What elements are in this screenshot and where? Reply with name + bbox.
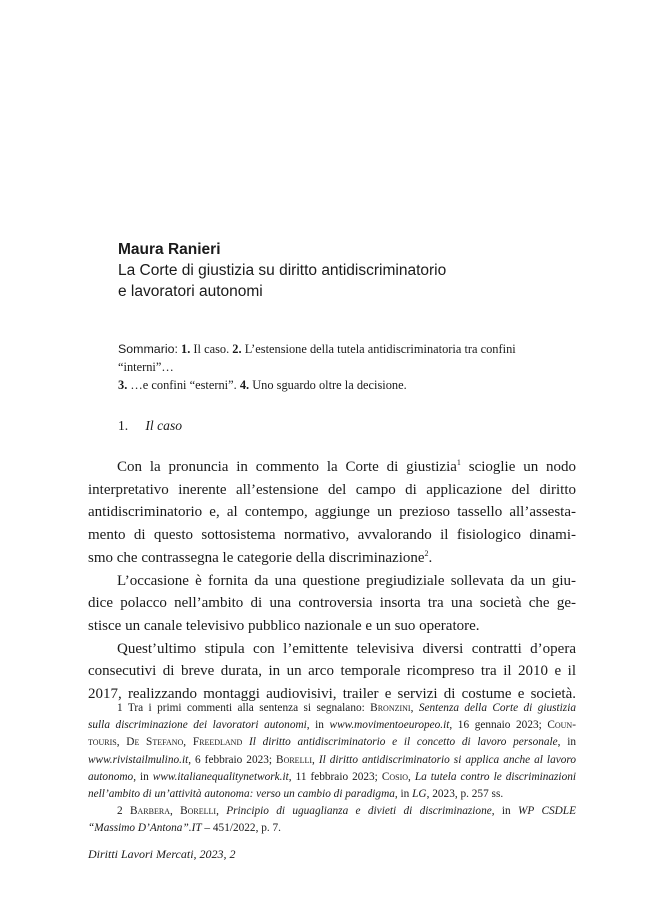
text-fragment: 1 Tra i primi commenti alla sentenza si segnalano: xyxy=(117,702,371,714)
cited-title: Sentenza della Corte di giustizia xyxy=(418,702,576,714)
text-fragment: , xyxy=(408,770,415,783)
footnote-line xyxy=(88,717,576,734)
cited-author: Cosio xyxy=(381,770,409,783)
summary-item-number: 2. xyxy=(232,342,242,356)
cited-journal: WP CSDLE xyxy=(518,805,576,818)
section-title: Il caso xyxy=(145,418,183,433)
text-fragment: scioglie un nodo xyxy=(460,459,577,475)
text-fragment: . xyxy=(428,549,433,566)
cited-title: autonomo xyxy=(88,770,134,783)
cited-title: Principio di uguaglianza e divieti di discriminazione xyxy=(226,805,492,818)
cited-title: nell’ambito di un’attività autonoma: verso un cambio di paradigma xyxy=(88,788,395,801)
text-fragment: Con la pronuncia in commento la Corte di giustizia xyxy=(117,459,457,475)
cited-author: Borelli xyxy=(276,753,313,766)
paragraph xyxy=(88,456,576,570)
footnote-line xyxy=(88,700,576,717)
summary-label: Sommario: xyxy=(118,342,178,356)
cited-website: www.rivistailmulino.it xyxy=(88,753,189,766)
footnote-line xyxy=(88,769,576,786)
table-of-contents-summary xyxy=(118,340,573,394)
article-title-line-2: e lavoratori autonomi xyxy=(118,283,263,300)
footnote-line xyxy=(88,786,576,803)
cited-journal: LG xyxy=(412,788,427,801)
text-fragment: , 2023, p. 257 ss. xyxy=(426,788,504,801)
text-line: consecutivi di breve durata, in un arco temporale ricompreso tra il 2010 e il xyxy=(88,663,576,680)
footnotes xyxy=(88,700,576,838)
text-fragment: 2 xyxy=(117,805,130,818)
text-fragment: , in xyxy=(491,805,519,818)
footnote-line xyxy=(88,803,576,820)
summary-item-text: …e confini “esterni”. xyxy=(127,378,240,392)
text-line: dice polacco nell’ambito di una controversia insorta tra una società che ge- xyxy=(88,595,576,612)
summary-item-number: 4. xyxy=(239,378,250,392)
text-line: mento di questo sottosistema normativo, avvalorando il fisiologico dinami- xyxy=(88,527,576,544)
text-fragment: , 16 gennaio 2023; xyxy=(449,719,548,732)
article-title-line-1: La Corte di giustizia su diritto antidiscriminatorio xyxy=(118,262,447,279)
article-header xyxy=(118,240,588,302)
cited-author: touris, De Stefano, Freedland xyxy=(88,736,243,749)
footnote-line xyxy=(88,820,576,837)
cited-title: sulla discriminazione dei lavoratori autonomi xyxy=(88,719,307,732)
text-fragment: , xyxy=(410,702,419,714)
text-fragment: – 451/2022, p. 7. xyxy=(201,822,282,835)
cited-journal: “Massimo D’Antona”.IT xyxy=(88,822,202,835)
text-line: antidiscriminatorio e, al contempo, aggiunge un prezioso tassello all’assesta- xyxy=(88,504,576,521)
footnote-ref: 1 xyxy=(456,458,461,467)
journal-footer: Diritti Lavori Mercati, 2023, 2 xyxy=(88,847,236,861)
section-heading xyxy=(118,418,182,434)
text-fragment: , in xyxy=(394,788,413,801)
body-text xyxy=(88,456,576,706)
text-fragment: , 6 febbraio 2023; xyxy=(188,753,277,766)
author-name: Maura Ranieri xyxy=(118,241,221,258)
text-line: 2017, realizzando montaggi audiovisivi, trailer e servizi di costume e società. xyxy=(88,686,576,703)
text-fragment: , 11 febbraio 2023; xyxy=(288,770,382,783)
cited-title: Il diritto antidiscriminatorio e il concetto di lavoro personale xyxy=(242,736,558,749)
cited-website: www.movimentoeuropeo.it xyxy=(329,719,450,732)
summary-item-text: L’estensione della tutela antidiscriminatoria tra confini “interni”… xyxy=(118,342,516,374)
footnote-ref: 2 xyxy=(424,548,429,558)
text-line: L’occasione è fornita da una questione pregiudiziale sollevata da un giu- xyxy=(117,572,576,589)
text-line: stisce un canale televisivo pubblico nazionale e un suo operatore. xyxy=(88,617,480,634)
text-line: Quest’ultimo stipula con l’emittente televisiva diversi contratti d’opera xyxy=(117,640,576,657)
cited-author: Barbera, Borelli xyxy=(129,805,217,818)
section-number: 1. xyxy=(118,418,129,433)
text-fragment: , xyxy=(312,753,319,766)
page-footer xyxy=(88,847,236,862)
footnote-line xyxy=(88,752,576,769)
text-line xyxy=(88,547,576,570)
summary-item-text: Il caso. xyxy=(190,342,233,356)
cited-title: La tutela contro le discriminazioni xyxy=(414,770,577,783)
text-fragment: , in xyxy=(557,736,576,749)
paragraph xyxy=(88,638,576,706)
paragraph xyxy=(88,570,576,638)
summary-item-number: 1. xyxy=(181,342,191,356)
summary-item-text: Uno sguardo oltre la decisione. xyxy=(249,378,407,392)
footnote-line xyxy=(88,734,576,751)
cited-website: www.italianequalitynetwork.it xyxy=(152,770,289,783)
text-fragment: smo che contrassegna le categorie della discriminazione xyxy=(88,549,425,566)
text-fragment: , in xyxy=(306,719,330,732)
text-line: interpretativo inerente all’estensione del campo di applicazione del diritto xyxy=(88,481,576,498)
text-line xyxy=(88,456,576,479)
cited-title: Il diritto antidiscriminatorio si applica anche al lavoro xyxy=(318,753,577,766)
summary-item-number: 3. xyxy=(118,378,128,392)
cited-author: Coun- xyxy=(547,719,576,732)
text-fragment: , xyxy=(216,805,227,818)
text-fragment: , in xyxy=(133,770,153,783)
cited-author: Bronzini xyxy=(370,702,411,714)
